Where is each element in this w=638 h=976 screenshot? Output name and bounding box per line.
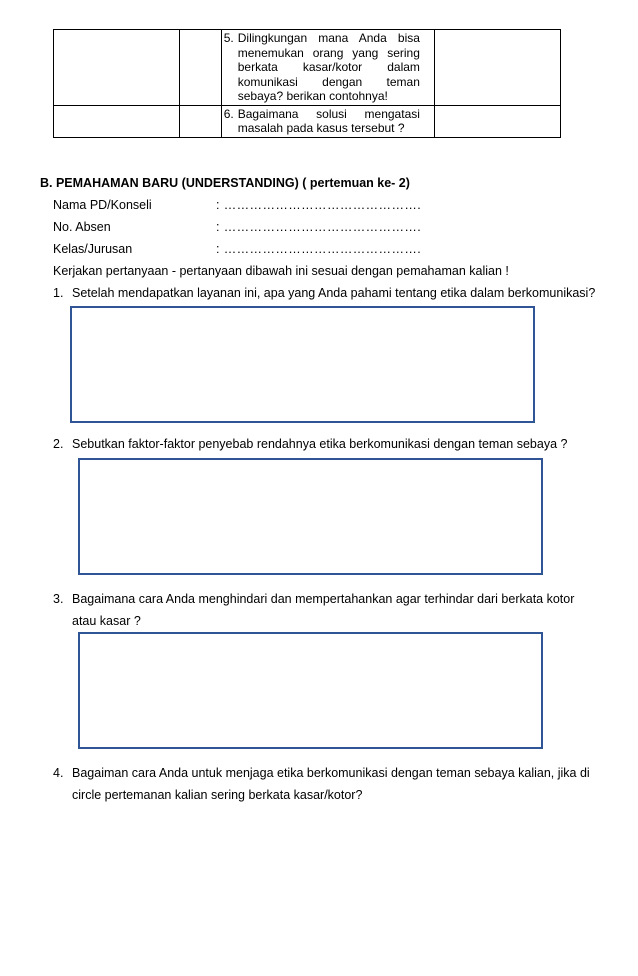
- question-1: [53, 282, 601, 304]
- question-text: Sebutkan faktor-faktor penyebab rendahnya etika berkomunikasi dengan teman sebaya ?: [72, 437, 568, 451]
- question-table: [53, 29, 561, 138]
- question-number: 2.: [53, 437, 64, 451]
- field-label: No. Absen: [53, 220, 111, 234]
- table-question-number: 5.: [223, 31, 234, 45]
- field-label: Kelas/Jurusan: [53, 242, 133, 256]
- question-3: [53, 588, 601, 632]
- field-nama: [53, 198, 421, 212]
- question-number: 1.: [53, 286, 64, 300]
- instruction-text: Kerjakan pertanyaan - pertanyaan dibawah ini sesuai dengan pemahaman kalian !: [53, 264, 509, 278]
- question-text: Setelah mendapatkan layanan ini, apa yang Anda pahami tentang etika dalam berkomunikasi?: [72, 286, 596, 300]
- question-number: 4.: [53, 766, 64, 780]
- question-text: Bagaimana cara Anda menghindari dan mempertahankan agar terhindar dari berkata kotor atau kasar ?: [72, 592, 575, 628]
- table-question-text: Dilingkungan mana Anda bisa menemukan orang yang sering berkata kasar/kotor dalam komunikasi dengan teman sebaya? berikan contohnya!: [237, 31, 420, 103]
- question-number: 3.: [53, 592, 64, 606]
- field-label: Nama PD/Konseli: [53, 198, 152, 212]
- answer-box-1[interactable]: [70, 306, 535, 423]
- field-value[interactable]: : ……………………………………….: [216, 220, 422, 234]
- field-value[interactable]: : ……………………………………….: [216, 198, 422, 212]
- answer-box-3[interactable]: [78, 632, 543, 749]
- table-question-text: Bagaimana solusi mengatasi masalah pada kasus tersebut ?: [237, 106, 420, 135]
- table-cell-empty: [180, 30, 222, 106]
- table-cell-empty: [54, 30, 180, 106]
- field-absen: [53, 220, 421, 234]
- table-cell-empty: [54, 105, 180, 137]
- table-question-cell: [221, 105, 434, 137]
- section-heading: B. PEMAHAMAN BARU (UNDERSTANDING) ( pertemuan ke- 2): [40, 176, 410, 190]
- table-answer-cell[interactable]: [434, 105, 560, 137]
- table-row: [54, 30, 561, 106]
- answer-box-2[interactable]: [78, 458, 543, 575]
- table-question-cell: [221, 30, 434, 106]
- question-4: [53, 762, 601, 806]
- table-answer-cell[interactable]: [434, 30, 560, 106]
- question-2: [53, 433, 601, 455]
- question-text: Bagaiman cara Anda untuk menjaga etika berkomunikasi dengan teman sebaya kalian, jika di circle pertemanan kalian sering berkata kasar/kotor?: [72, 766, 590, 802]
- table-cell-empty: [180, 105, 222, 137]
- table-row: [54, 105, 561, 137]
- field-value[interactable]: : ……………………………………….: [216, 242, 422, 256]
- field-kelas: [53, 242, 421, 256]
- table-question-number: 6.: [223, 106, 234, 121]
